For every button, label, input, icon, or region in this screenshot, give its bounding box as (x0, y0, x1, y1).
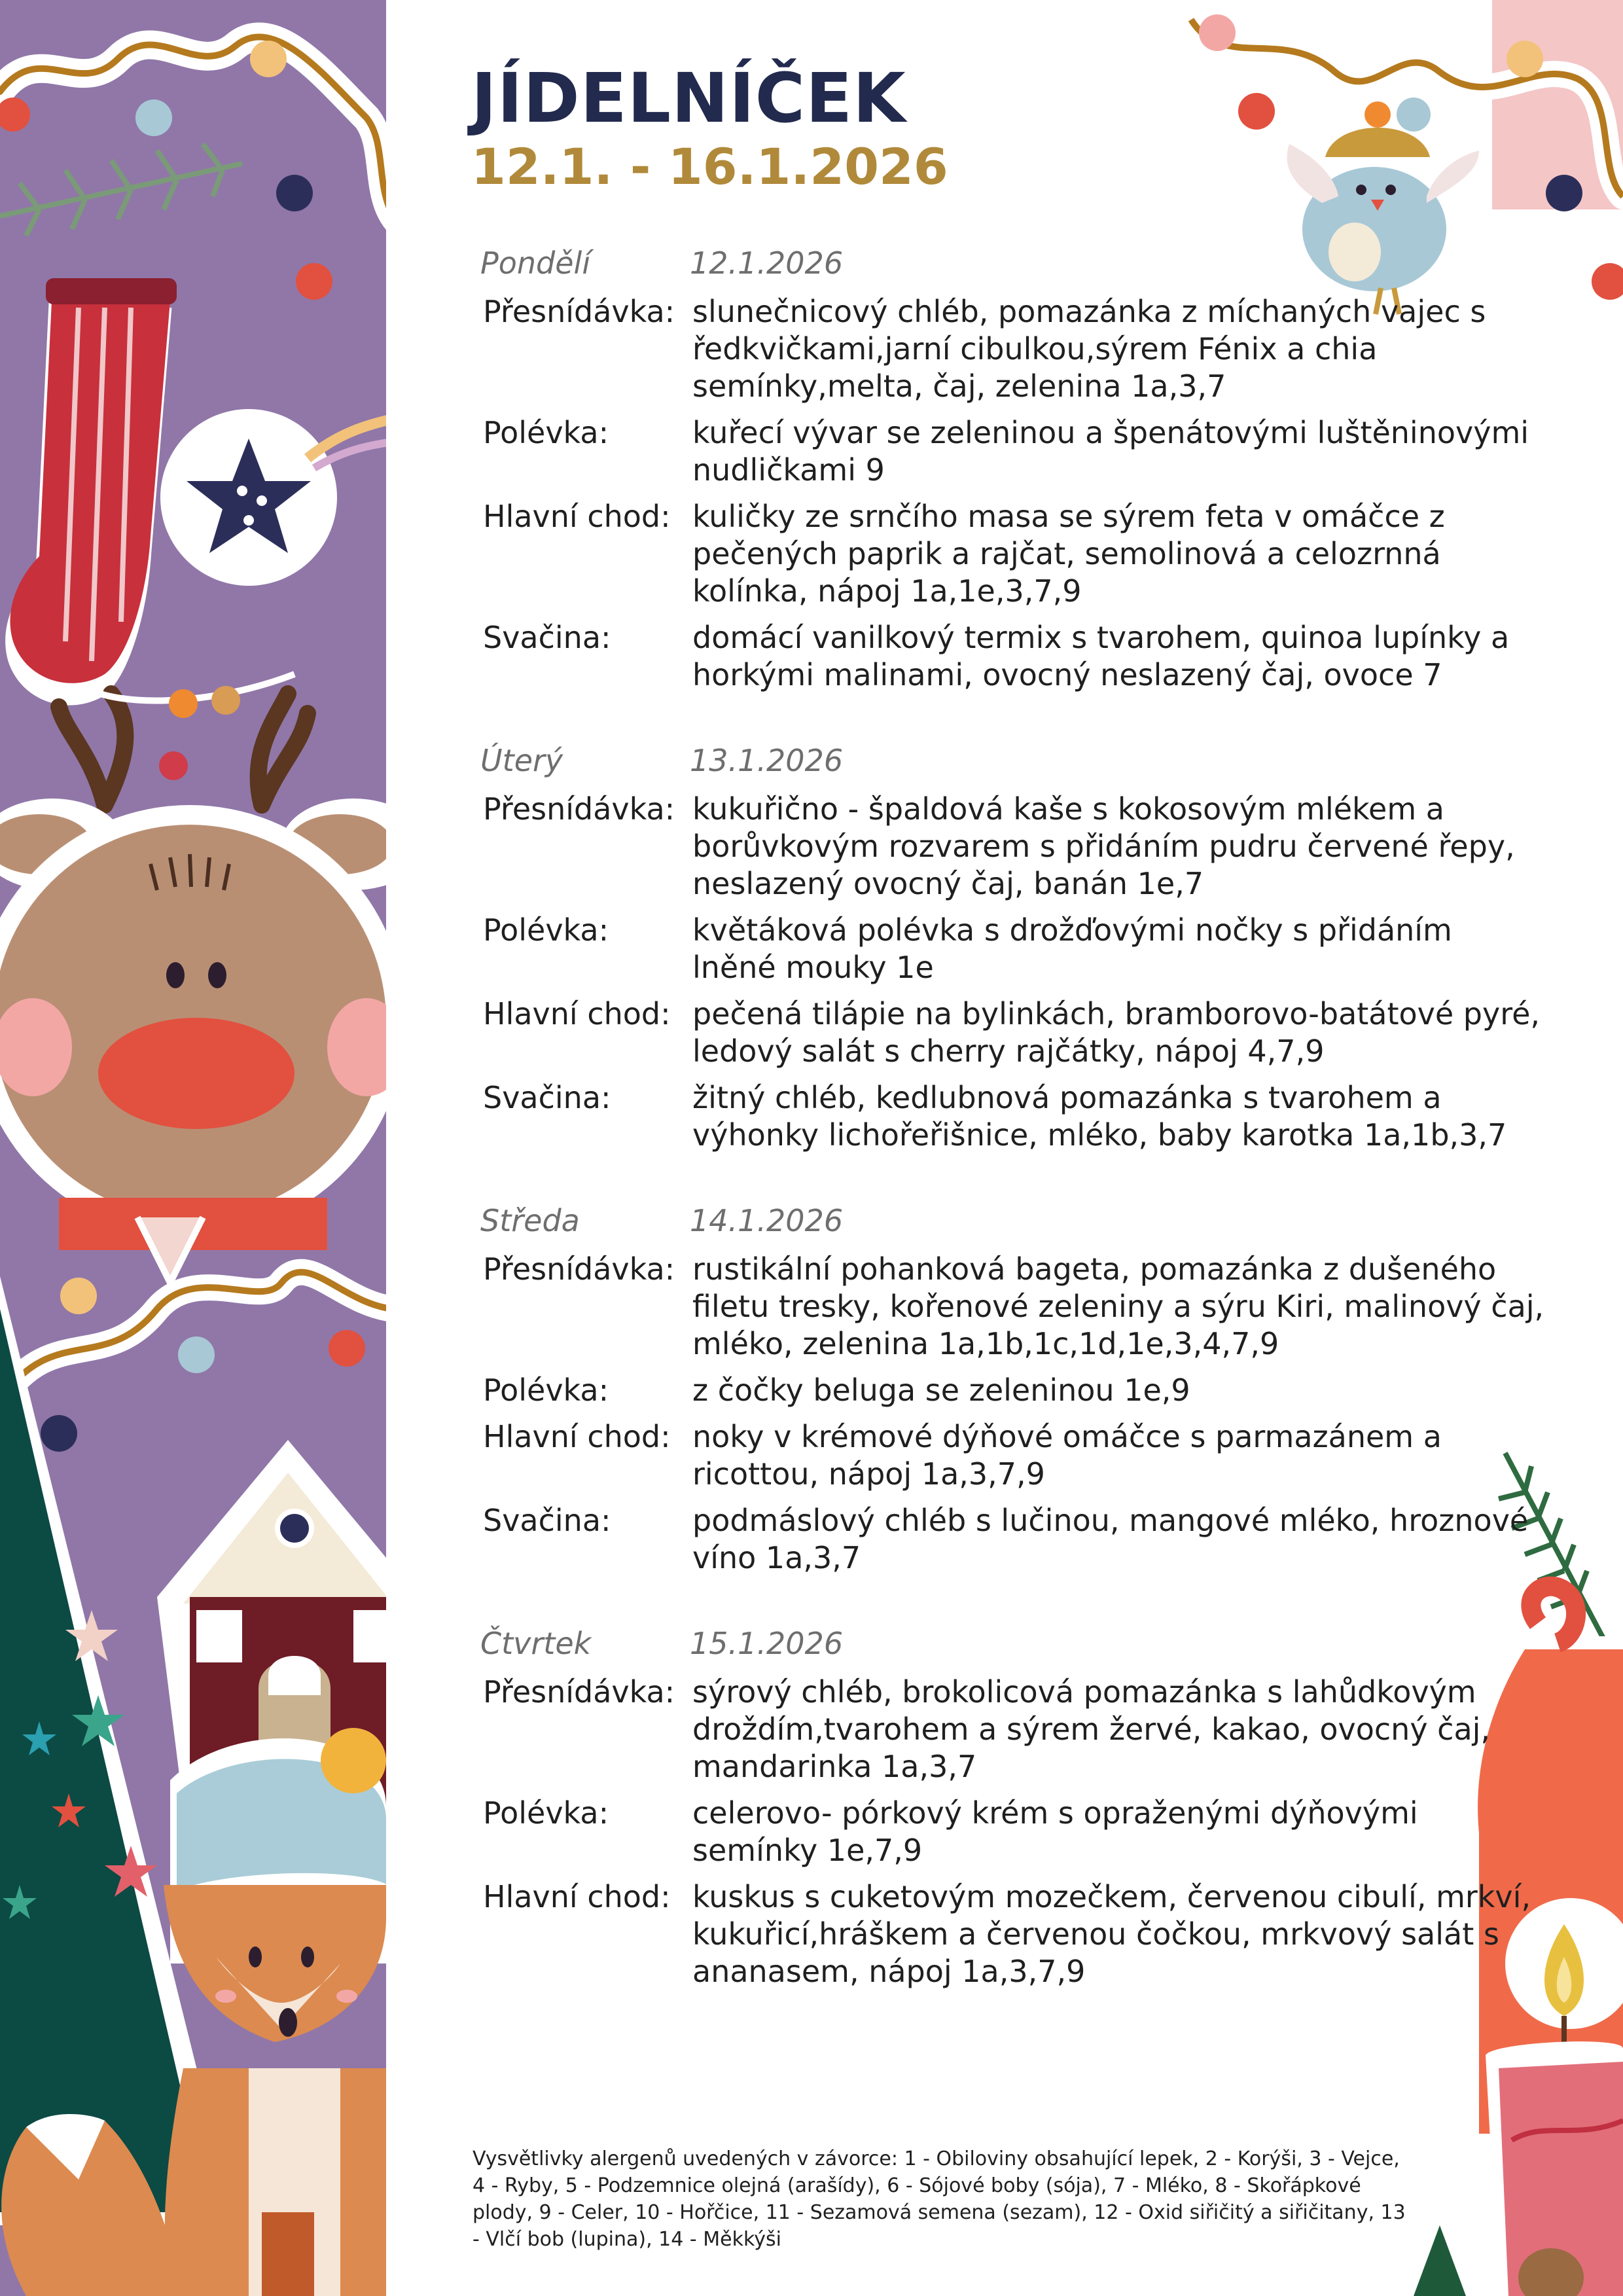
day-name: Středa (480, 1203, 580, 1238)
day-tuesday (471, 740, 1544, 1154)
day-header (471, 1623, 1544, 1664)
day-thursday (471, 1623, 1544, 1990)
left-decoration-art (0, 0, 386, 2296)
allergens-legend: Vysvětlivky alergenů uvedených v závorce: 1 - Obiloviny obsahující lepek, 2 - Korýši, 3 - Vejce, 4 - Ryby, 5 - Podzemnice olejná (arašídy), 6 - Sójové boby (sója), 7 - Mléko, 8 - Skořápkové plody, 9 - Celer, 10 - Hořčice, 11 - Sezamová semena (sezam), 12 - Oxid siřičitý a siřičitany, 13 - Vlčí bob (lupina), 14 - Měkkýši (473, 2147, 1406, 2251)
meal-row (471, 293, 1544, 405)
meal-text: sýrový chléb, brokolicová pomazánka s lahůdkovým droždím,tvarohem a sýrem žervé, kakao, ovocný čaj, mandarinka 1a,3,7 (692, 1674, 1491, 1784)
christmas-lights-icon (0, 37, 386, 300)
meal-label: Hlavní chod: (483, 1879, 671, 1914)
day-date: 12.1.2026 (690, 245, 844, 281)
meal-text: žitný chléb, kedlubnová pomazánka s tvarohem a výhonky lichořeřišnice, mléko, baby karotka 1a,1b,3,7 (692, 1080, 1507, 1153)
meal-label: Přesnídávka: (483, 294, 675, 329)
day-name: Čtvrtek (480, 1626, 592, 1661)
meal-row (471, 791, 1544, 903)
meal-text: z čočky beluga se zeleninou 1e,9 (692, 1372, 1190, 1408)
meal-text: pečená tilápie na bylinkách, bramborovo-batátové pyré, ledový salát s cherry rajčátky, nápoj 4,7,9 (692, 996, 1541, 1069)
date-range: 12.1. - 16.1.2026 (471, 137, 948, 196)
meal-row (471, 912, 1544, 986)
meal-label: Přesnídávka: (483, 791, 675, 827)
day-date: 14.1.2026 (690, 1203, 844, 1238)
meal-row (471, 1795, 1544, 1869)
meal-label: Hlavní chod: (483, 996, 671, 1031)
meal-label: Svačina: (483, 1503, 611, 1538)
meal-label: Přesnídávka: (483, 1674, 675, 1710)
fir-branch-icon (0, 144, 242, 236)
meal-text: podmáslový chléb s lučinou, mangové mléko, hroznové víno 1a,3,7 (692, 1503, 1529, 1575)
meal-label: Hlavní chod: (483, 1419, 671, 1454)
day-header (471, 1200, 1544, 1242)
meal-row (471, 1251, 1544, 1363)
meal-label: Polévka: (483, 1372, 609, 1408)
meal-row (471, 1418, 1544, 1493)
meal-text: noky v krémové dýňové omáčce s parmazánem a ricottou, nápoj 1a,3,7,9 (692, 1419, 1442, 1492)
day-wednesday (471, 1200, 1544, 1577)
meal-row (471, 414, 1544, 489)
meal-text: slunečnicový chléb, pomazánka z míchaných vajec s ředkvičkami,jarní cibulkou,sýrem Fénix a chia semínky,melta, čaj, zelenina 1a,3,7 (692, 294, 1486, 404)
menu-content (471, 59, 1544, 1990)
meal-label: Polévka: (483, 1795, 609, 1831)
day-monday (471, 242, 1544, 694)
meal-text: rustikální pohanková bageta, pomazánka z dušeného filetu tresky, kořenové zeleniny a sýru Kiri, malinový čaj, mléko, zelenina 1a,1b,1c,1d,1e,3,4,7,9 (692, 1251, 1544, 1361)
meal-text: celerovo- pórkový krém s opraženými dýňovými semínky 1e,7,9 (692, 1795, 1418, 1868)
meal-row (471, 498, 1544, 610)
meal-row (471, 996, 1544, 1070)
page-title: JÍDELNÍČEK (471, 58, 906, 138)
meal-text: kuřecí vývar se zeleninou a špenátovými luštěninovými nudličkami 9 (692, 415, 1529, 488)
meal-row (471, 1079, 1544, 1154)
meal-label: Svačina: (483, 620, 611, 655)
day-name: Úterý (480, 743, 563, 778)
reindeer-icon (0, 674, 386, 1283)
stocking-icon (5, 278, 177, 706)
meal-text: kuličky ze srnčího masa se sýrem feta v omáčce z pečených paprik a rajčat, semolinová a celozrnná kolínka, nápoj 1a,1e,3,7,9 (692, 499, 1445, 609)
meal-row (471, 1878, 1544, 1990)
day-header (471, 242, 1544, 284)
meal-row (471, 1674, 1544, 1785)
meal-text: kuskus s cuketovým mozečkem, červenou cibulí, mrkví, kukuřicí,hráškem a červenou čočkou, mrkvový salát s ananasem, nápoj 1a,3,7,9 (692, 1879, 1531, 1989)
star-icon (160, 409, 386, 586)
left-decoration-strip (0, 0, 386, 2296)
day-name: Pondělí (480, 245, 591, 281)
meal-text: domácí vanilkový termix s tvarohem, quinoa lupínky a horkými malinami, ovocný neslazený čaj, ovoce 7 (692, 620, 1510, 692)
day-date: 13.1.2026 (690, 743, 844, 778)
meal-row (471, 1502, 1544, 1577)
meal-label: Hlavní chod: (483, 499, 671, 534)
meal-row (471, 1372, 1544, 1409)
day-header (471, 740, 1544, 781)
meal-label: Polévka: (483, 912, 609, 948)
meal-label: Svačina: (483, 1080, 611, 1115)
day-date: 15.1.2026 (690, 1626, 844, 1661)
meal-text: kukuřično - špaldová kaše s kokosovým mlékem a borůvkovým rozvarem s přidáním pudru červené řepy, neslazený ovocný čaj, banán 1e,7 (692, 791, 1515, 901)
meal-row (471, 619, 1544, 694)
meal-label: Polévka: (483, 415, 609, 450)
meal-text: květáková polévka s drožďovými nočky s přidáním lněné mouky 1e (692, 912, 1452, 985)
meal-label: Přesnídávka: (483, 1251, 675, 1287)
